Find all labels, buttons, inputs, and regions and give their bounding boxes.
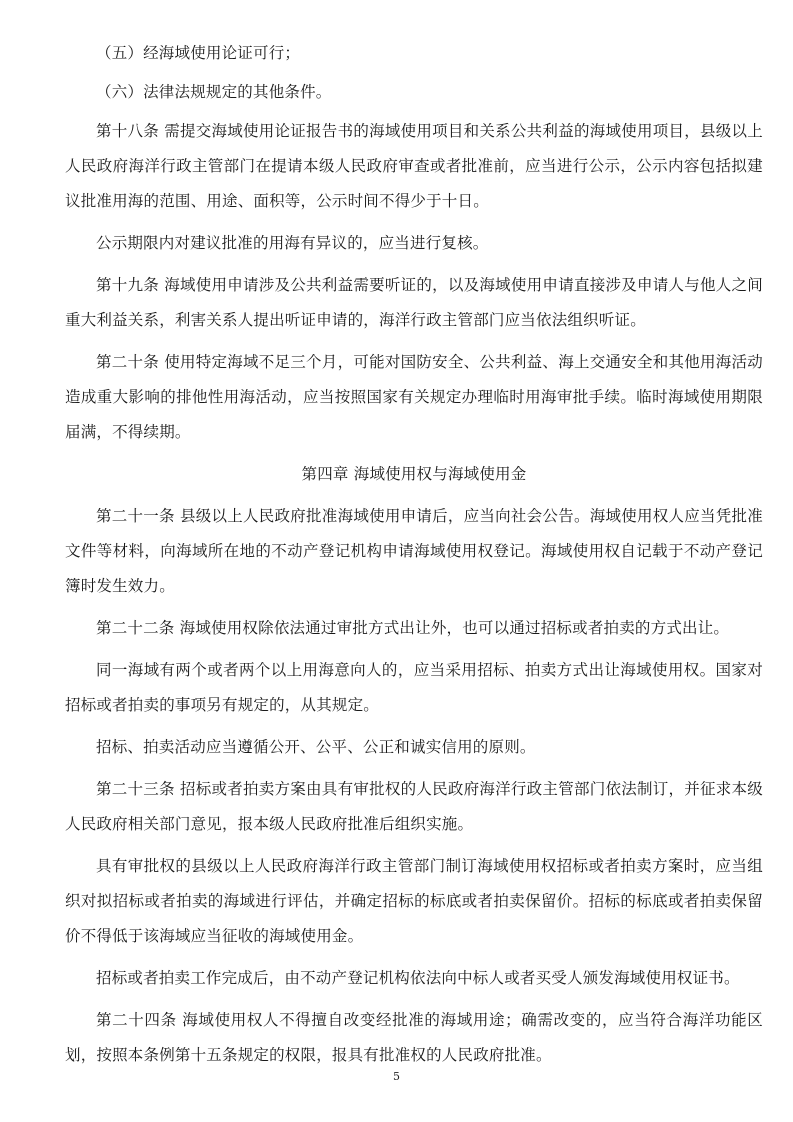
page-number: 5 (393, 1070, 400, 1083)
document-body (65, 36, 763, 1080)
article-22-para-2: 同一海域有两个或者两个以上用海意向人的，应当采用招标、拍卖方式出让海域使用权。国家对招标或者拍卖的事项另有规定的，从其规定。 (65, 661, 763, 714)
chapter-title: 第四章 海域使用权与海域使用金 (301, 465, 527, 483)
article-21: 第二十一条 县级以上人民政府批准海域使用申请后，应当向社会公告。海域使用权人应当凭批准文件等材料，向海域所在地的不动产登记机构申请海域使用权登记。海域使用权自记载于不动产登记簿时发生效力。 (65, 507, 763, 595)
clause-item-6: （六）法律法规规定的其他条件。 (96, 83, 332, 101)
article-20: 第二十条 使用特定海域不足三个月，可能对国防安全、公共利益、海上交通安全和其他用海活动造成重大影响的排他性用海活动，应当按照国家有关规定办理临时用海审批手续。临时海域使用期限届满，不得续期。 (65, 353, 763, 441)
article-19: 第十九条 海域使用申请涉及公共利益需要听证的，以及海域使用申请直接涉及申请人与他人之间重大利益关系，利害关系人提出听证申请的，海洋行政主管部门应当依法组织听证。 (65, 276, 763, 329)
clause-item-5: （五）经海域使用论证可行； (96, 44, 301, 62)
article-23: 第二十三条 招标或者拍卖方案由具有审批权的人民政府海洋行政主管部门依法制订，并征求本级人民政府相关部门意见，报本级人民政府批准后组织实施。 (65, 780, 763, 833)
article-22-para-3: 招标、拍卖活动应当遵循公开、公平、公正和诚实信用的原则。 (96, 738, 536, 756)
article-23-para-2: 具有审批权的县级以上人民政府海洋行政主管部门制订海域使用权招标或者拍卖方案时，应当组织对拟招标或者拍卖的海域进行评估，并确定招标的标底或者拍卖保留价。招标的标底或者拍卖保留价不得低于该海域应当征收的海域使用金。 (65, 857, 763, 945)
article-22: 第二十二条 海域使用权除依法通过审批方式出让外，也可以通过招标或者拍卖的方式出让。 (96, 619, 730, 637)
article-23-para-3: 招标或者拍卖工作完成后，由不动产登记机构依法向中标人或者买受人颁发海域使用权证书。 (96, 969, 740, 987)
article-18-para-2: 公示期限内对建议批准的用海有异议的，应当进行复核。 (96, 234, 489, 252)
article-24: 第二十四条 海域使用权人不得擅自改变经批准的海域用途；确需改变的，应当符合海洋功能区划，按照本条例第十五条规定的权限，报具有批准权的人民政府批准。 (65, 1011, 763, 1064)
article-18: 第十八条 需提交海域使用论证报告书的海域使用项目和关系公共利益的海域使用项目，县级以上人民政府海洋行政主管部门在提请本级人民政府审查或者批准前，应当进行公示，公示内容包括拟建议批准用海的范围、用途、面积等，公示时间不得少于十日。 (65, 122, 763, 210)
